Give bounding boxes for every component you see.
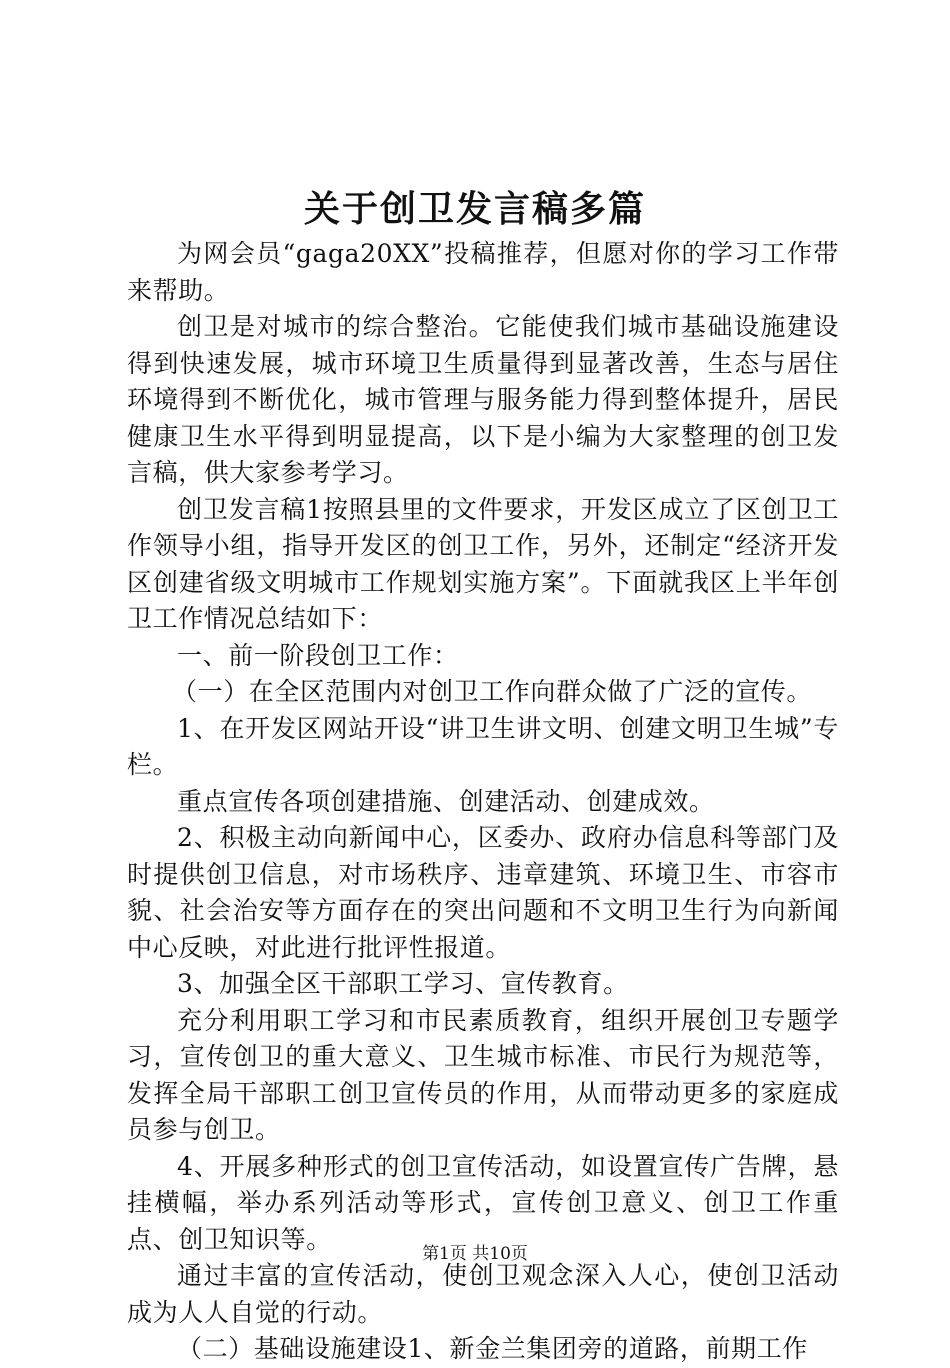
paragraph-activities: 通过丰富的宣传活动，使创卫观念深入人心，使创卫活动成为人人自觉的行动。 [127, 1261, 839, 1327]
paragraph-speech-1: 创卫发言稿1按照县里的文件要求，开发区成立了区创卫工作领导小组，指导开发区的创卫工作，另外，还制定“经济开发区创建省级文明城市工作规划实施方案”。下面就我区上半年创卫工作情况总结如下： [127, 494, 839, 633]
section-heading-1: 一、前一阶段创卫工作： [177, 640, 459, 670]
list-item-1: 1、在开发区网站开设“讲卫生讲文明、创建文明卫生城”专栏。 [127, 713, 839, 779]
page-number-footer: 第1页 共10页 [422, 1244, 528, 1264]
paragraph-overview: 创卫是对城市的综合整治。它能使我们城市基础设施建设得到快速发展，城市环境卫生质量得到显著改善，生态与居住环境得到不断优化，城市管理与服务能力得到整体提升，居民健康卫生水平得到明显提高，以下是小编为大家整理的创卫发言稿，供大家参考学习。 [127, 312, 839, 487]
subsection-heading-2: （二）基础设施建设1、新金兰集团旁的道路，前期工作 [177, 1334, 808, 1363]
paragraph-study: 充分利用职工学习和市民素质教育，组织开展创卫专题学习，宣传创卫的重大意义、卫生城市标准、市民行为规范等，发挥全局干部职工创卫宣传员的作用，从而带动更多的家庭成员参与创卫。 [127, 1005, 839, 1144]
paragraph-intro: 为网会员“gaga20XX”投稿推荐，但愿对你的学习工作带来帮助。 [127, 239, 839, 305]
document-body [127, 236, 839, 1368]
subsection-heading-1: （一）在全区范围内对创卫工作向群众做了广泛的宣传。 [172, 677, 813, 706]
list-item-3: 3、加强全区干部职工学习、宣传教育。 [177, 969, 629, 998]
list-item-4: 4、开展多种形式的创卫宣传活动，如设置宣传广告牌，悬挂横幅，举办系列活动等形式，宣传创卫意义、创卫工作重点、创卫知识等。 [127, 1151, 839, 1254]
paragraph-focus: 重点宣传各项创建措施、创建活动、创建成效。 [177, 786, 715, 816]
list-item-2: 2、积极主动向新闻中心，区委办、政府办信息科等部门及时提供创卫信息，对市场秩序、违章建筑、环境卫生、市容市貌、社会治安等方面存在的突出问题和不文明卫生行为向新闻中心反映，对此进行批评性报道。 [127, 823, 839, 962]
document-title: 关于创卫发言稿多篇 [303, 188, 646, 230]
